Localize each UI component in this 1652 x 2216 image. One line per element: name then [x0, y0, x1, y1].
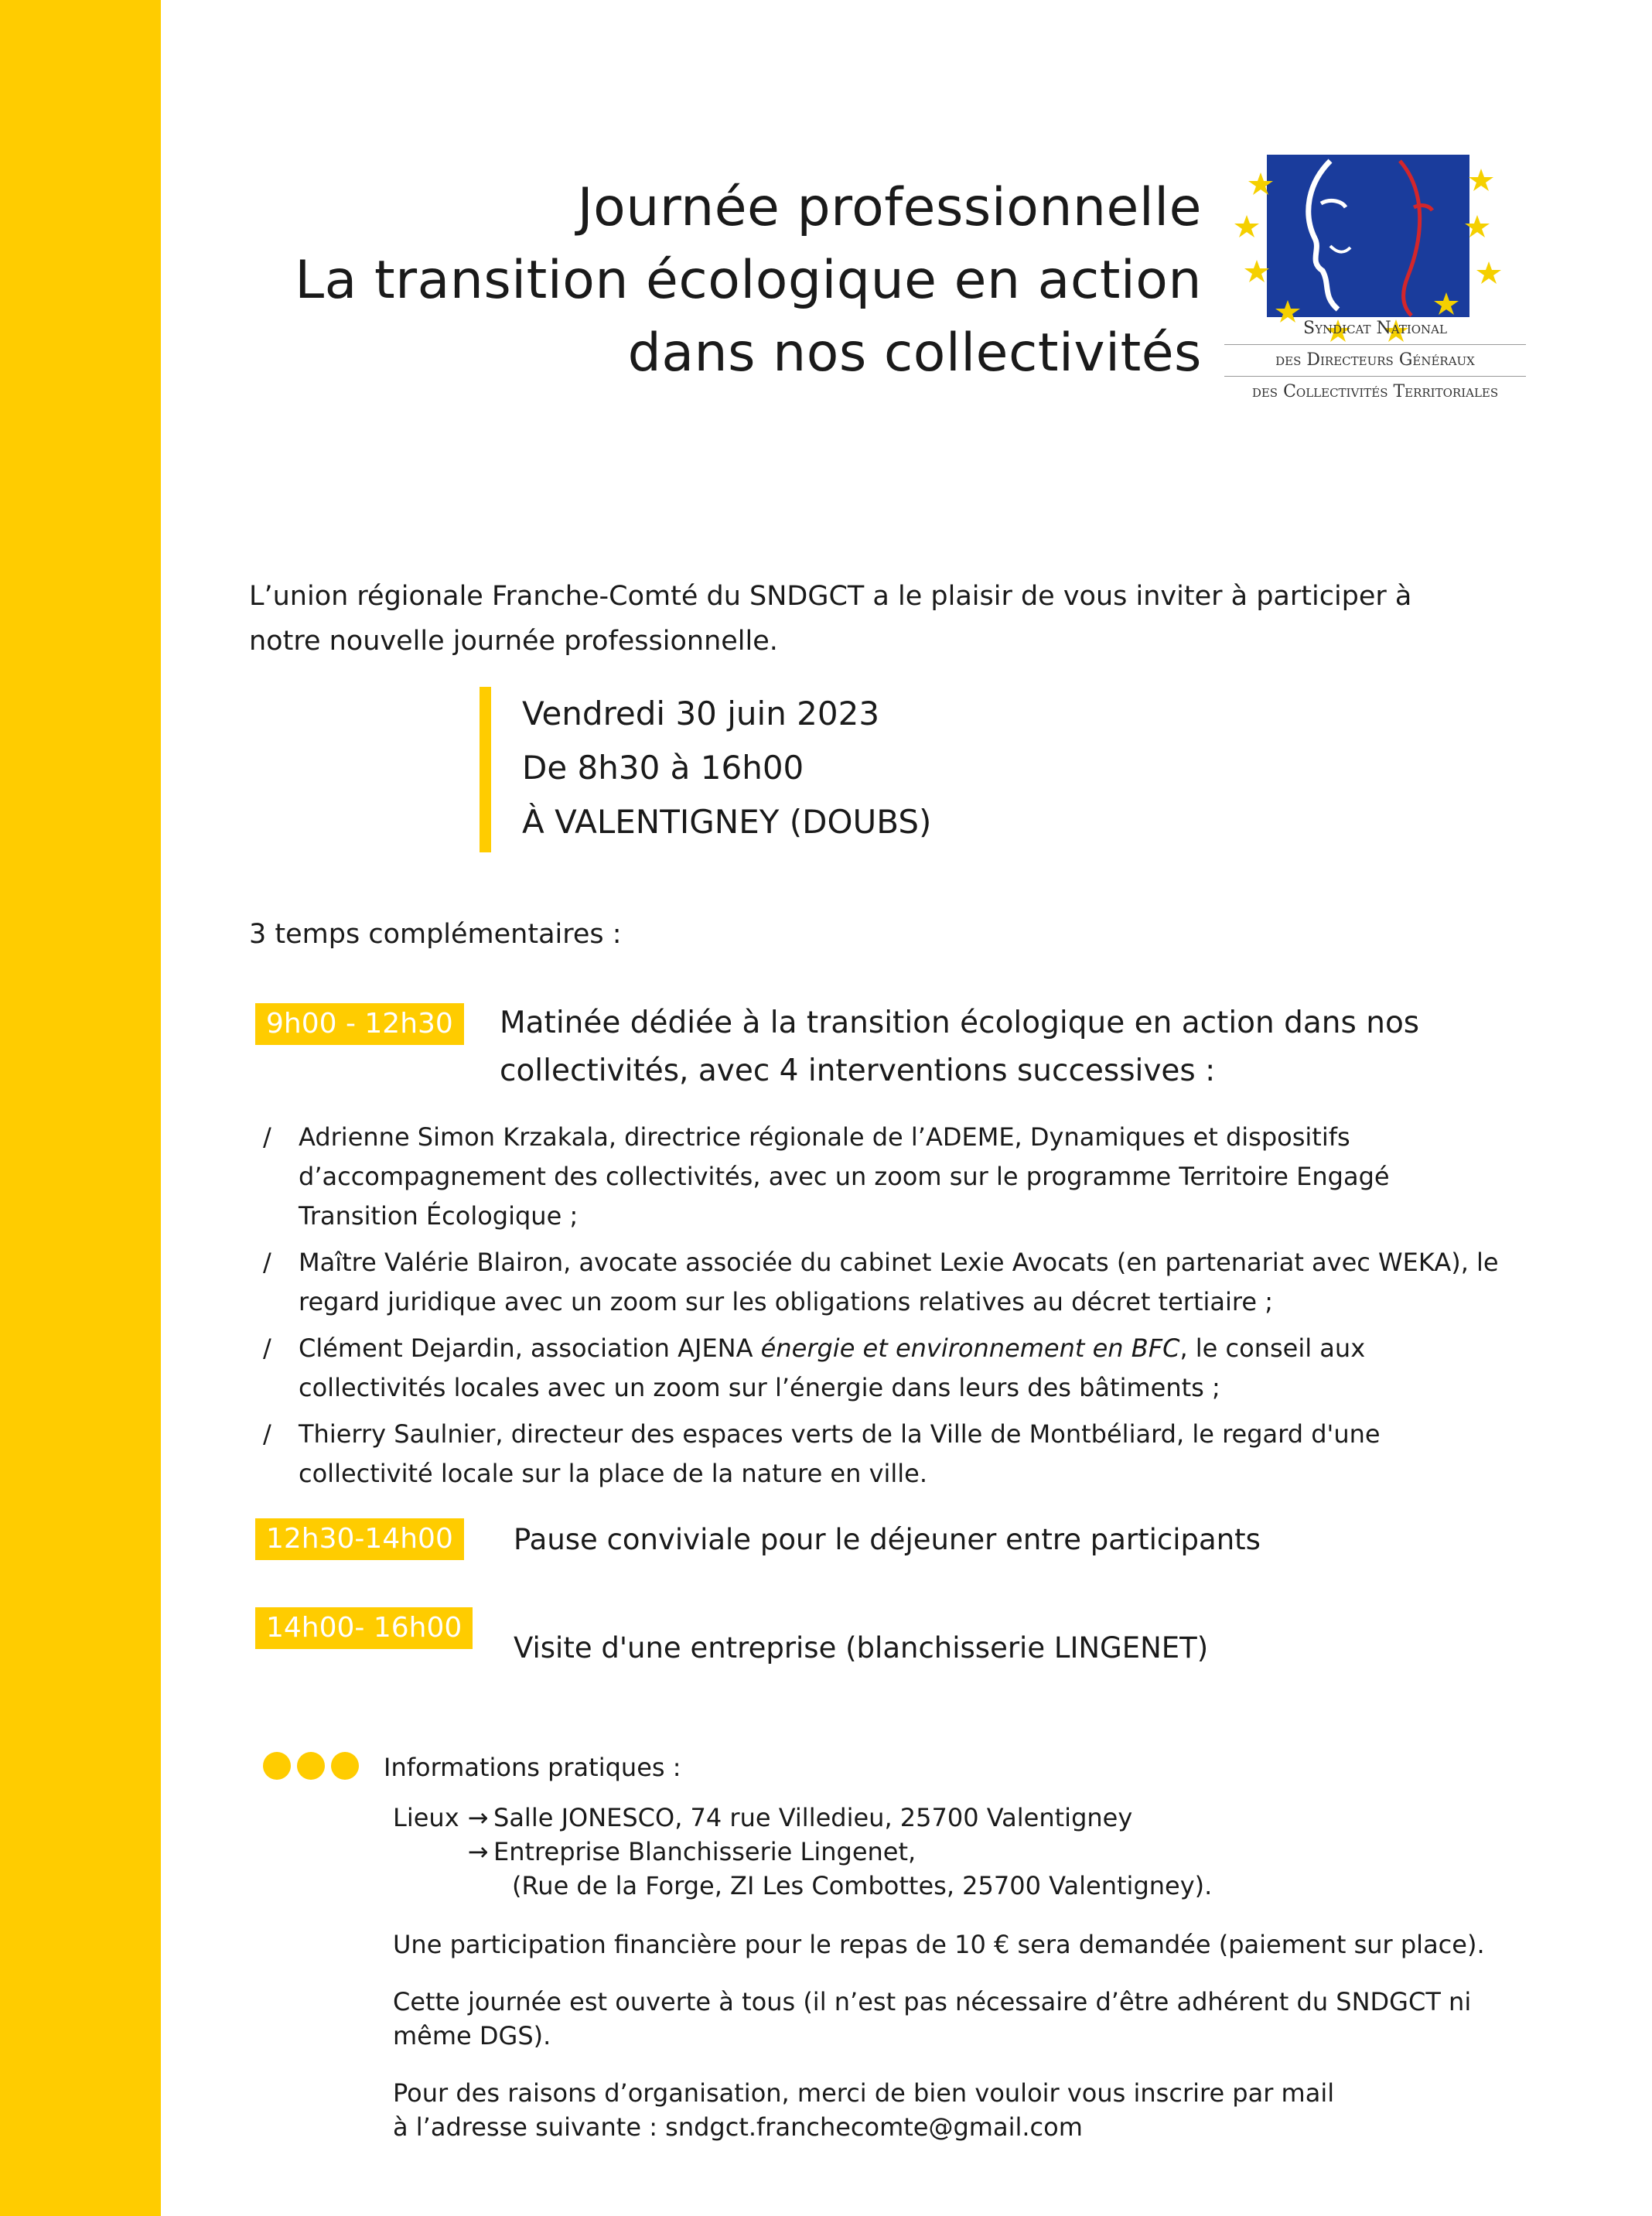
list-item: / Adrienne Simon Krzakala, directrice régionale de l’ADEME, Dynamiques et dispositifs d’accompagnement des collectivités, avec un zoom sur le programme Territoire Engagé Transition Écologique ;: [263, 1122, 1390, 1231]
lieux-label: Lieux: [393, 1803, 459, 1832]
time-badge-lunch: 12h30-14h00: [255, 1518, 464, 1560]
intro-paragraph: L’union régionale Franche-Comté du SNDGCT a le plaisir de vous inviter à participer à notre nouvelle journée professionnelle.: [249, 581, 1412, 657]
inscription-text: Pour des raisons d’organisation, merci de bien vouloir vous inscrire par mail à l’adresse suivante : sndgct.franchecomte@gmail.com: [393, 2078, 1335, 2142]
list-item: / Clément Dejardin, association AJENA énergie et environnement en BFC, le conseil aux collectivités locales avec un zoom sur l’énergie dans leurs des bâtiments ;: [263, 1333, 1366, 1402]
title-line-3: dans nos collectivités: [627, 323, 1202, 384]
yellow-side-bar: [0, 0, 161, 2216]
slot-lunch-text: Pause conviviale pour le déjeuner entre participants: [514, 1523, 1261, 1556]
page-title: [295, 172, 1202, 390]
slot-afternoon-text: Visite d'une entreprise (blanchisserie LINGENET): [514, 1631, 1209, 1665]
logo-line-1: Syndicat National: [1303, 319, 1447, 338]
title-line-2: La transition écologique en action: [295, 250, 1202, 311]
lieu-row-1: [393, 1801, 1538, 1835]
event-place: À VALENTIGNEY (DOUBS): [522, 803, 932, 841]
lieu-2: Entreprise Blanchisserie Lingenet,: [493, 1837, 916, 1866]
arrow-icon: →: [467, 1803, 489, 1832]
info-heading: Informations pratiques :: [384, 1753, 681, 1782]
event-hours: De 8h30 à 16h00: [522, 749, 804, 787]
lieu-1: Salle JONESCO, 74 rue Villedieu, 25700 Valentigney: [493, 1803, 1133, 1832]
arrow-icon: →: [467, 1837, 489, 1866]
time-badge-morning: 9h00 - 12h30: [255, 1003, 464, 1045]
event-date: Vendredi 30 juin 2023: [522, 695, 880, 732]
logo-line-2: des Directeurs Généraux: [1275, 350, 1475, 370]
email-link[interactable]: sndgct.franchecomte@gmail.com: [665, 2112, 1083, 2142]
ouverte-text: Cette journée est ouverte à tous (il n’est pas nécessaire d’être adhérent du SNDGCT ni même DGS).: [393, 1987, 1472, 2050]
repas-text: Une participation financière pour le repas de 10 € sera demandée (paiement sur place).: [393, 1930, 1485, 1959]
logo-caption: [1224, 313, 1526, 408]
speaker-list: [263, 1118, 1516, 1501]
time-badge-afternoon: 14h00- 16h00: [255, 1607, 473, 1649]
slot-morning-text: Matinée dédiée à la transition écologique en action dans nos collectivités, avec 4 interventions successives :: [500, 1006, 1420, 1088]
info-dots: [263, 1752, 365, 1783]
logo-line-3: des Collectivités Territoriales: [1251, 382, 1499, 401]
lieu-row-2: [393, 1835, 1538, 1869]
event-date-block: [480, 687, 931, 852]
lieu-2-address: (Rue de la Forge, ZI Les Combottes, 25700 Valentigney).: [512, 1871, 1213, 1900]
list-item: / Maître Valérie Blairon, avocate associée du cabinet Lexie Avocats (en partenariat avec WEKA), le regard juridique avec un zoom sur les obligations relatives au décret tertiaire ;: [263, 1248, 1499, 1316]
title-line-1: Journée professionnelle: [577, 177, 1202, 238]
info-section: [393, 1801, 1538, 2167]
list-item: / Thierry Saulnier, directeur des espaces verts de la Ville de Montbéliard, le regard d'une collectivité locale sur la place de la nature en ville.: [263, 1419, 1381, 1488]
section-heading: 3 temps complémentaires :: [249, 919, 622, 950]
